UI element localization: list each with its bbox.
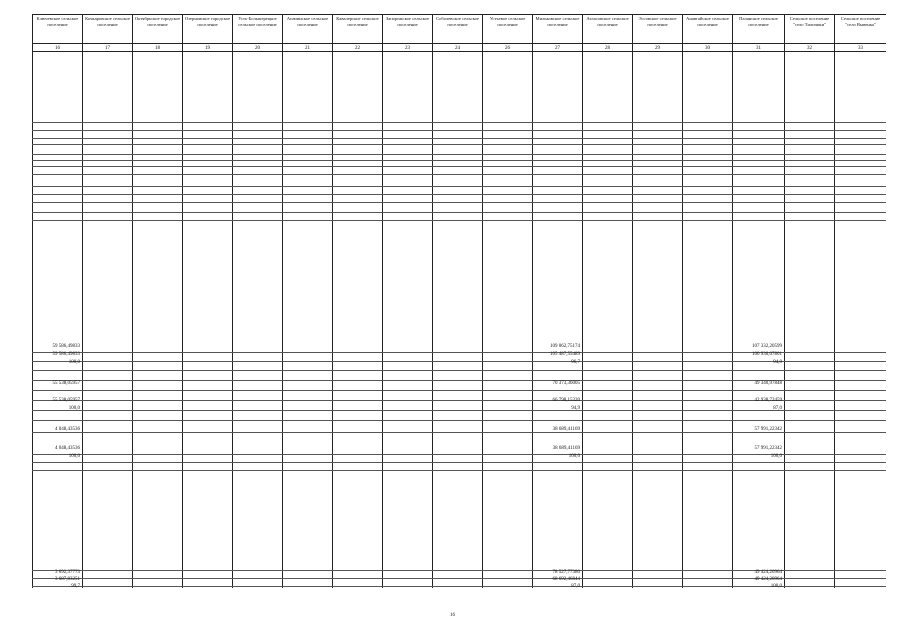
column-number: 18 (155, 46, 160, 51)
column-30 (682, 14, 732, 588)
cell-value: 87,0 (773, 406, 782, 411)
cell-value: 109 062,75174 (550, 344, 580, 349)
row-line (32, 420, 886, 421)
budget-table (32, 14, 886, 588)
cell-value: 59 586,49833 (52, 344, 80, 349)
column-header: Анавгайское сельское поселение (686, 16, 729, 27)
cell-value: 100,0 (68, 360, 80, 365)
column-header: Соболевское сельское поселение (436, 16, 479, 27)
column-number: 27 (555, 46, 560, 51)
row-line (32, 370, 886, 371)
cell-value: 100,0 (68, 406, 80, 411)
row-line (32, 194, 886, 195)
row-line (32, 174, 886, 175)
cell-value: 78 527,77380 (552, 570, 580, 575)
cell-value: 59 586,49833 (52, 352, 80, 357)
cell-value: 49 424,20964 (754, 570, 782, 575)
row-line (32, 212, 886, 213)
cell-value: 94,9 (571, 406, 580, 411)
row-line (32, 470, 886, 471)
column-23 (382, 14, 432, 588)
cell-value: 100,0 (770, 584, 782, 589)
row-line (32, 144, 886, 145)
column-22 (332, 14, 382, 588)
column-number: 32 (807, 46, 812, 51)
cell-value: 100,0 (568, 454, 580, 459)
cell-value: 100,0 (770, 454, 782, 459)
column-header: Ключевское сельское поселение (36, 16, 79, 27)
row-line (32, 462, 886, 463)
cell-value: 55 538,05957 (52, 398, 80, 403)
column-header: Апачинское сельское поселение (286, 16, 329, 27)
column-number: 28 (605, 46, 610, 51)
row-line (32, 202, 886, 203)
column-17 (82, 14, 132, 588)
column-number: 16 (55, 46, 60, 51)
page-number: 16 (450, 613, 455, 618)
cell-value: 42 938,72459 (754, 398, 782, 403)
column-number: 33 (858, 46, 863, 51)
cell-value: 55 538,05957 (52, 381, 80, 386)
cell-value: 4 048,43536 (55, 427, 80, 432)
column-header: Запорожское сельское поселение (385, 16, 430, 27)
column-header: Сельское поселение "село Вывенка" (840, 16, 881, 27)
column-header: Усть-Большерецкое сельское поселение (238, 16, 277, 27)
row-line (32, 390, 886, 391)
column-header: Сельское поселение "село Тиличики" (789, 16, 830, 27)
column-16 (32, 14, 82, 588)
row-line (32, 160, 886, 161)
cell-value: 105 487,55489 (550, 352, 580, 357)
row-line (32, 122, 886, 123)
column-number: 21 (305, 46, 310, 51)
cell-value: 100 930,07801 (752, 352, 782, 357)
row-line (32, 166, 886, 167)
column-number: 20 (255, 46, 260, 51)
cell-value: 4 048,43536 (55, 446, 80, 451)
column-number: 31 (756, 46, 761, 51)
cell-value: 3 692,37773 (55, 570, 80, 575)
column-header: Атласовское сельское поселение (586, 16, 629, 27)
column-33 (834, 14, 886, 588)
column-header: Кавалерское сельское поселение (336, 16, 379, 27)
column-21 (282, 14, 332, 588)
column-header: Кочкаровское сельское поселение (85, 16, 130, 27)
cell-value: 66 798,15320 (552, 398, 580, 403)
column-header: Устьевое сельское поселение (489, 16, 526, 27)
row-line (32, 220, 886, 221)
cell-value: 38 689,41169 (552, 446, 580, 451)
cell-value: 49 424,20964 (754, 577, 782, 582)
column-31 (732, 14, 784, 588)
cell-value: 57 991,22342 (754, 427, 782, 432)
column-number: 29 (655, 46, 660, 51)
cell-value: 3 687,83251 (55, 577, 80, 582)
column-24 (432, 14, 482, 588)
row-line (32, 51, 886, 52)
cell-value: 70 373,36005 (552, 381, 580, 386)
column-number: 30 (705, 46, 710, 51)
cell-value: 99,7 (71, 584, 80, 589)
cell-value: 96,7 (571, 360, 580, 365)
column-26 (482, 14, 532, 588)
column-number: 22 (355, 46, 360, 51)
row-line (32, 154, 886, 155)
column-29 (632, 14, 682, 588)
column-number: 26 (505, 46, 510, 51)
column-28 (582, 14, 632, 588)
row-line (32, 130, 886, 131)
column-header: Паланское сельское поселение (739, 16, 778, 27)
cell-value: 68 692,46844 (552, 577, 580, 582)
cell-value: 38 689,41169 (552, 427, 580, 432)
cell-value: 94,0 (773, 360, 782, 365)
cell-value: 100,0 (68, 454, 80, 459)
column-header: Мильковское сельское поселение (535, 16, 580, 27)
cell-value: 87,0 (571, 584, 580, 589)
cell-value: 107 332,20599 (752, 344, 782, 349)
column-19 (182, 14, 232, 588)
column-32 (784, 14, 834, 588)
column-20 (232, 14, 282, 588)
row-line (32, 14, 886, 15)
cell-value: 49 340,97848 (754, 381, 782, 386)
column-header: Эссовское сельское поселение (638, 16, 677, 27)
column-number: 24 (455, 46, 460, 51)
column-27 (532, 14, 582, 588)
column-number: 23 (405, 46, 410, 51)
column-header: Озерновское городское поселение (184, 16, 231, 27)
row-line (32, 43, 886, 44)
column-number: 17 (105, 46, 110, 51)
cell-value: 57 991,22342 (754, 446, 782, 451)
row-line (32, 138, 886, 139)
column-number: 19 (205, 46, 210, 51)
column-header: Октябрьское городское поселение (134, 16, 181, 27)
column-18 (132, 14, 182, 588)
row-line (32, 186, 886, 187)
